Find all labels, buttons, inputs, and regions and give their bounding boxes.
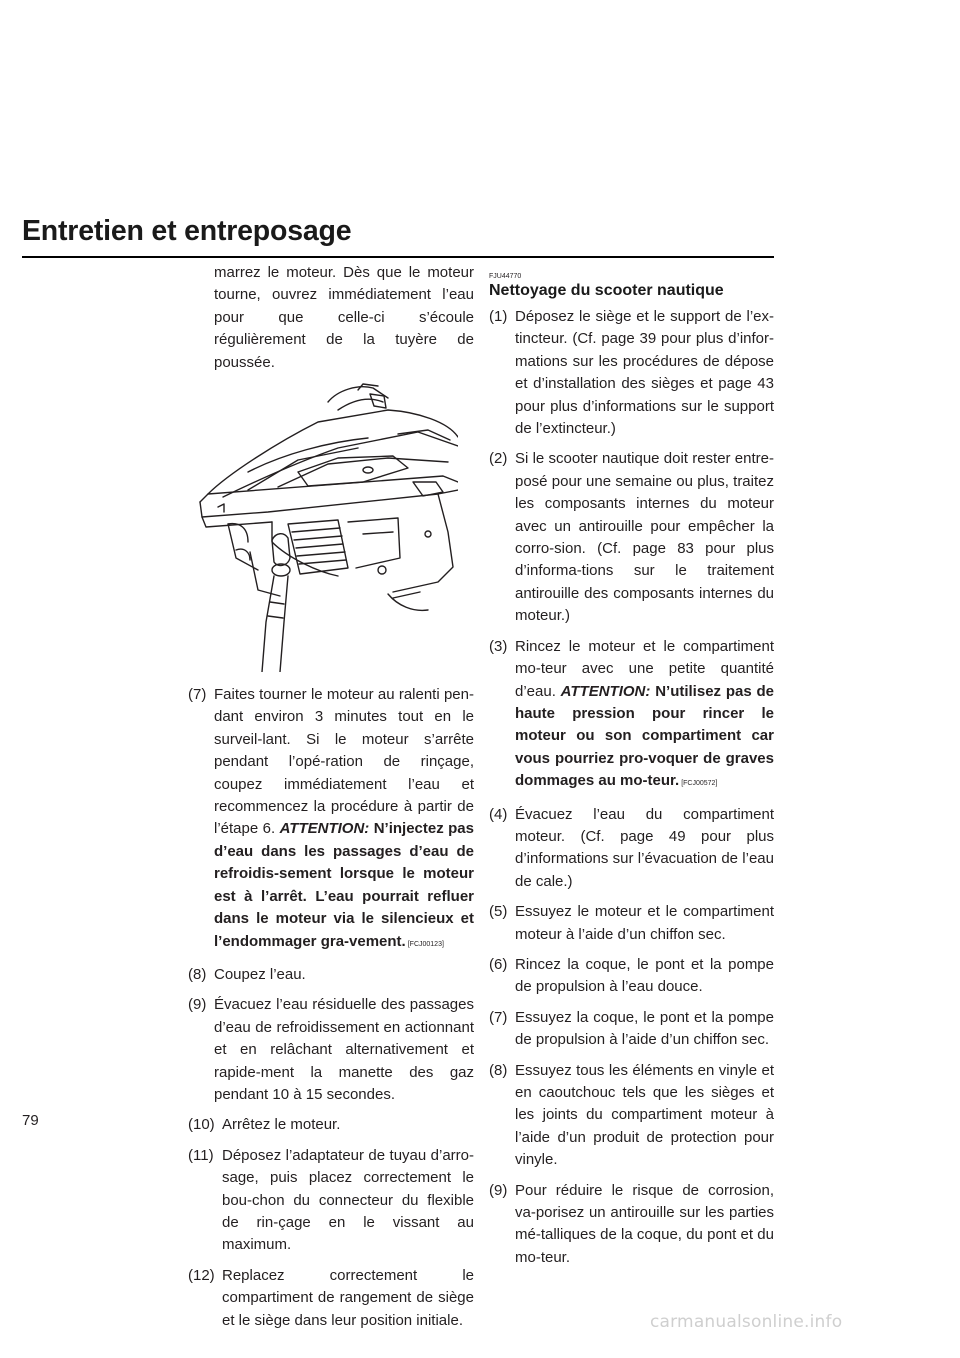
step-text: Coupez l’eau. — [214, 965, 306, 983]
step-text: Déposez l’adaptateur de tuyau d’arro-sage, puis placez correctement le bou-chon du connecteur du flexible de rin-çage en le vissant au maximum. — [222, 1146, 474, 1254]
step-8 — [188, 964, 474, 986]
step-6 — [489, 954, 774, 999]
attention-text: N’utilisez pas de haute pression pour rincer le moteur ou son compartiment car vous pourriez pro-voquer de graves dommages au mo-teur. — [515, 682, 774, 790]
left-column — [188, 262, 474, 1340]
step-number: (7) — [188, 686, 207, 704]
step-number: (8) — [489, 1061, 508, 1079]
step-5 — [489, 901, 774, 946]
step-3 — [489, 636, 774, 796]
step-text: Évacuez l’eau du compartiment moteur. (Cf. page 49 pour plus d’informations sur l’évacuation de l’eau de cale.) — [515, 805, 774, 890]
step-text: Essuyez la coque, le pont et la pompe de propulsion à l’aide d’un chiffon sec. — [515, 1008, 774, 1049]
step-number: (7) — [489, 1008, 508, 1026]
step-text: Rincez la coque, le pont et la pompe de propulsion à l’eau douce. — [515, 955, 774, 996]
step-text: Rincez le moteur et le compartiment mo-teur avec une petite quantité d’eau. — [515, 637, 774, 700]
step-text: Essuyez tous les éléments en vinyle et en caoutchouc tels que les sièges et les joints du compartiment moteur à l’aide d’un produit de protection pour vinyle. — [515, 1061, 774, 1169]
step-number: (2) — [489, 450, 508, 468]
step-11 — [188, 1145, 474, 1257]
step-text: Essuyez le moteur et le compartiment moteur à l’aide d’un chiffon sec. — [515, 903, 774, 943]
step-number: (1) — [489, 308, 508, 325]
step-number: (6) — [489, 955, 508, 973]
step-text: Pour réduire le risque de corrosion, va-porisez un antirouille sur les parties mé-talliques de la coque, du pont et du mo-teur. — [515, 1181, 774, 1266]
step-9 — [489, 1180, 774, 1270]
title-divider — [22, 256, 774, 258]
step-number: (9) — [489, 1181, 508, 1199]
step-1 — [489, 306, 774, 440]
section-code: FJU44770 — [489, 273, 522, 280]
step-number: (11) — [188, 1146, 214, 1164]
attention-text: N’injectez pas d’eau dans les passages d’eau de refroidis-sement lorsque le moteur est à l’arrêt. L’eau pourrait refluer dans le moteur via le silencieux et l’endommager gra-vement. — [214, 820, 474, 950]
step-7 — [489, 1007, 774, 1052]
intro-paragraph: marrez le moteur. Dès que le moteur tourne, ouvrez immédiatement l’eau pour que celle-ci s’écoule régulièrement de la tuyère de poussée. — [214, 264, 474, 371]
step-number: (10) — [188, 1116, 215, 1134]
section-heading: Nettoyage du scooter nautique — [489, 282, 724, 299]
watermark: carmanualsonline.info — [650, 1312, 843, 1332]
step-number: (12) — [188, 1266, 215, 1284]
attention-label: ATTENTION: — [279, 820, 370, 838]
step-number: (9) — [188, 996, 207, 1014]
reference-code: [FCJ00572] — [681, 780, 718, 788]
right-column — [489, 272, 774, 1277]
step-2 — [489, 448, 774, 627]
reference-code: [FCJ00123] — [407, 940, 444, 948]
step-text: Faites tourner le moteur au ralenti pen-dant environ 3 minutes tout en le surveil-lant. Si le moteur s’arrête pendant l’opé-ration de rinçage, coupez immédiatement l’eau et recommencez la procédure à partir de l’étape 6. — [214, 686, 474, 838]
watercraft-stern-illustration — [188, 382, 458, 672]
step-number: (5) — [489, 903, 508, 921]
attention-label: ATTENTION: — [560, 682, 651, 700]
step-number: (4) — [489, 805, 508, 823]
step-number: (3) — [489, 637, 508, 655]
step-10 — [188, 1114, 474, 1136]
step-text: Évacuez l’eau résiduelle des passages d’eau de refroidissement en actionnant et en relâchant alternativement et rapide-ment la manette des gaz pendant 10 à 15 secondes. — [214, 996, 474, 1103]
step-7 — [188, 684, 474, 956]
step-9 — [188, 994, 474, 1106]
step-4 — [489, 804, 774, 894]
step-text: Replacez correctement le compartiment de rangement de siège et le siège dans leur position initiale. — [222, 1266, 474, 1329]
page-title: Entretien et entreposage — [22, 215, 352, 247]
page-number: 79 — [22, 1112, 39, 1129]
step-text: Déposez le siège et le support de l’ex-tincteur. (Cf. page 39 pour plus d’infor-mations sur les procédures de dépose et d’installation des sièges et page 43 pour plus d’informations sur le support de l’extincteur.) — [515, 308, 774, 438]
step-text: Si le scooter nautique doit rester entre-posé pour une semaine ou plus, traitez les composants internes du moteur avec un antirouille pour empêcher la corro-sion. (Cf. page 83 pour plus d’informa-tions sur le traitement antirouille des composants internes du moteur.) — [515, 450, 774, 625]
step-number: (8) — [188, 965, 207, 983]
step-text: Arrêtez le moteur. — [222, 1116, 341, 1134]
step-8 — [489, 1060, 774, 1172]
step-12 — [188, 1265, 474, 1332]
